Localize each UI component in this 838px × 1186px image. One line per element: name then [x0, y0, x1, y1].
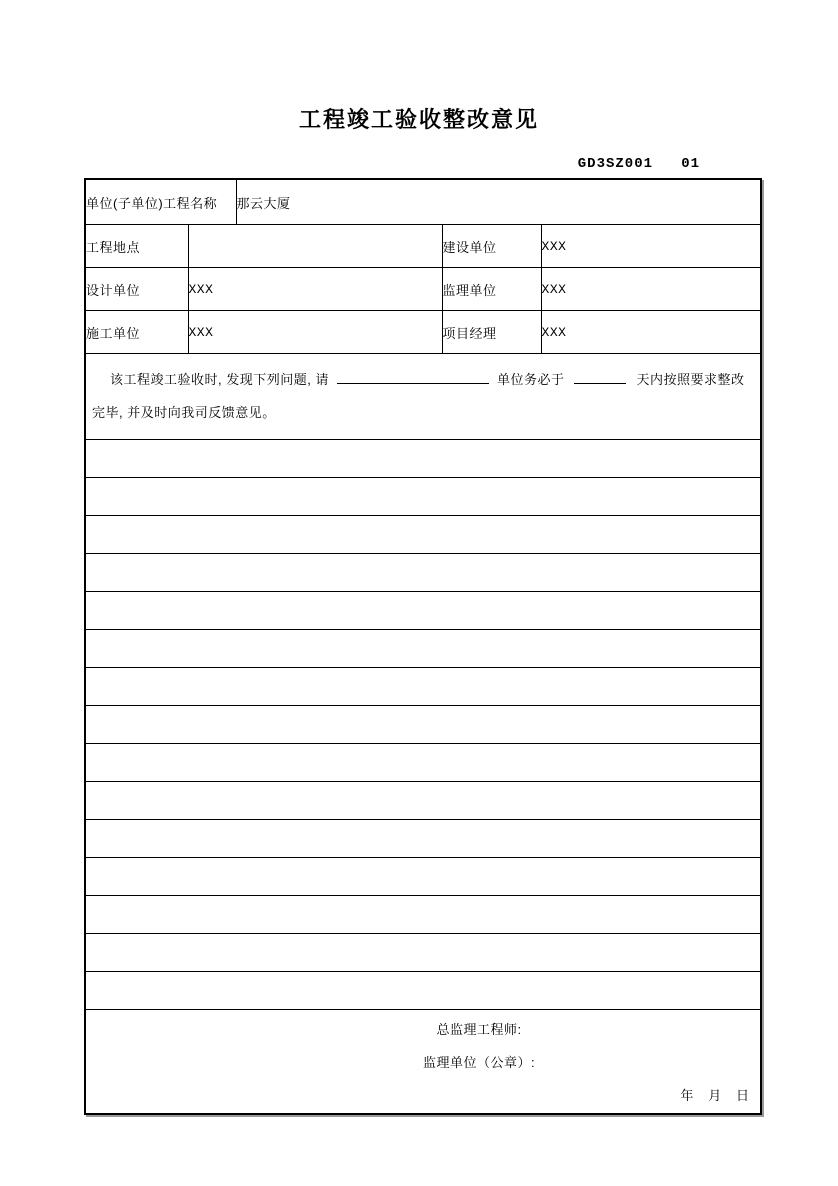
- problem-row-cell[interactable]: [85, 934, 761, 972]
- rectification-form-table: [84, 178, 762, 1115]
- project-location-label: 工程地点: [85, 225, 188, 268]
- problem-row: [85, 478, 761, 516]
- notice-segment-2: 单位务必于: [496, 372, 565, 387]
- problem-row: [85, 782, 761, 820]
- problem-row-cell[interactable]: [85, 782, 761, 820]
- problem-row: [85, 440, 761, 478]
- days-blank[interactable]: [574, 369, 626, 384]
- problem-row: [85, 706, 761, 744]
- project-name-value[interactable]: 那云大厦: [236, 179, 761, 225]
- construction-unit-label: 建设单位: [442, 225, 541, 268]
- supervision-unit-label: 监理单位: [442, 268, 541, 311]
- notice-segment-1: 该工程竣工验收时, 发现下列问题, 请: [110, 372, 329, 387]
- form-code: GD3SZ001 01: [577, 156, 700, 172]
- notice-segment-3: 天内按照要求整改: [636, 372, 745, 387]
- problem-row-cell[interactable]: [85, 668, 761, 706]
- design-unit-value[interactable]: XXX: [188, 268, 442, 311]
- table-row: [85, 311, 761, 354]
- problem-row: [85, 554, 761, 592]
- problem-row: [85, 668, 761, 706]
- signature-cell[interactable]: [85, 1010, 761, 1115]
- notice-row: [85, 354, 761, 440]
- problem-row: [85, 744, 761, 782]
- table-row: [85, 225, 761, 268]
- problem-row: [85, 896, 761, 934]
- problem-row-cell[interactable]: [85, 630, 761, 668]
- problem-row-cell[interactable]: [85, 440, 761, 478]
- problem-row: [85, 820, 761, 858]
- problem-row-cell[interactable]: [85, 896, 761, 934]
- page-title: 工程竣工验收整改意见: [298, 107, 539, 132]
- signature-block: [86, 1010, 760, 1112]
- problem-row: [85, 972, 761, 1010]
- problem-row-cell[interactable]: [85, 744, 761, 782]
- construction-unit-value[interactable]: XXX: [541, 225, 761, 268]
- project-location-value[interactable]: [188, 225, 442, 268]
- signature-row: [85, 1010, 761, 1115]
- problem-row-cell[interactable]: [85, 592, 761, 630]
- table-row: [85, 268, 761, 311]
- project-manager-value[interactable]: XXX: [541, 311, 761, 354]
- table-row: [85, 179, 761, 225]
- problem-row-cell[interactable]: [85, 820, 761, 858]
- construction-contractor-label: 施工单位: [85, 311, 188, 354]
- construction-contractor-value[interactable]: XXX: [188, 311, 442, 354]
- problem-row-cell[interactable]: [85, 972, 761, 1010]
- notice-line-2: 完毕, 并及时向我司反馈意见。: [92, 405, 276, 420]
- problem-row-cell[interactable]: [85, 478, 761, 516]
- problem-row-cell[interactable]: [85, 858, 761, 896]
- problem-row: [85, 516, 761, 554]
- project-manager-label: 项目经理: [442, 311, 541, 354]
- problem-row-cell[interactable]: [85, 706, 761, 744]
- notice-cell: [85, 354, 761, 440]
- problem-row: [85, 858, 761, 896]
- supervision-unit-value[interactable]: XXX: [541, 268, 761, 311]
- problem-row-cell[interactable]: [85, 516, 761, 554]
- supervising-unit-seal-label: 监理单位（公章）:: [422, 1055, 536, 1070]
- problem-row: [85, 630, 761, 668]
- chief-supervising-engineer-label: 总监理工程师:: [436, 1022, 522, 1037]
- project-name-label: 单位(子单位)工程名称: [85, 179, 236, 225]
- responsible-unit-blank[interactable]: [337, 369, 489, 384]
- problem-row-cell[interactable]: [85, 554, 761, 592]
- date-label: 年 月 日: [680, 1088, 751, 1103]
- problem-row: [85, 934, 761, 972]
- problem-row: [85, 592, 761, 630]
- design-unit-label: 设计单位: [85, 268, 188, 311]
- notice-text: [86, 354, 760, 429]
